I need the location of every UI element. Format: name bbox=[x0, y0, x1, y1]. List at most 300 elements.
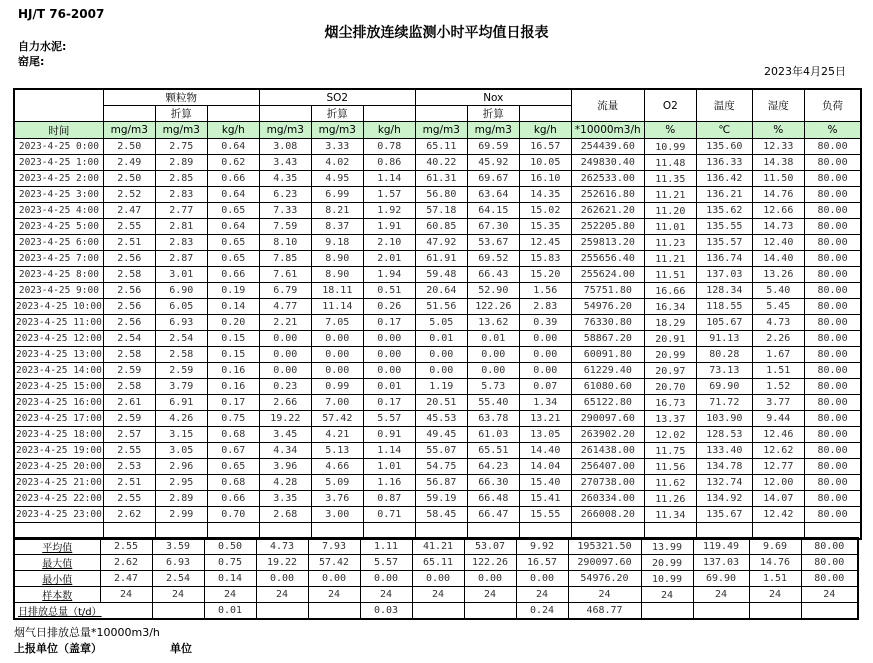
value-cell: 135.62 bbox=[696, 203, 752, 219]
value-cell: 15.40 bbox=[519, 475, 571, 491]
value-cell: 2.66 bbox=[259, 395, 311, 411]
value-cell: 80.00 bbox=[804, 475, 861, 491]
table-row bbox=[14, 299, 861, 315]
value-cell: 2.50 bbox=[103, 139, 155, 155]
time-cell: 2023-4-25 17:00 bbox=[14, 411, 103, 427]
summary-value-cell: 6.93 bbox=[152, 555, 204, 571]
value-cell: 255656.40 bbox=[571, 251, 644, 267]
value-cell: 2.10 bbox=[363, 235, 415, 251]
value-cell: 66.48 bbox=[467, 491, 519, 507]
value-cell: 2.55 bbox=[103, 219, 155, 235]
summary-value-cell: 24 bbox=[641, 587, 693, 603]
value-cell: 7.05 bbox=[311, 315, 363, 331]
value-cell: 128.53 bbox=[696, 427, 752, 443]
value-cell: 80.00 bbox=[804, 267, 861, 283]
value-cell: 2.68 bbox=[259, 507, 311, 523]
table-row bbox=[14, 235, 861, 251]
sub-header-blank bbox=[103, 106, 155, 122]
value-cell: 18.29 bbox=[644, 315, 696, 331]
value-cell: 2.58 bbox=[103, 347, 155, 363]
unit-flow: *10000m3/h bbox=[571, 122, 644, 139]
value-cell: 80.00 bbox=[804, 491, 861, 507]
value-cell: 55.07 bbox=[415, 443, 467, 459]
value-cell: 14.76 bbox=[752, 187, 804, 203]
value-cell: 91.13 bbox=[696, 331, 752, 347]
value-cell: 3.79 bbox=[155, 379, 207, 395]
value-cell: 80.00 bbox=[804, 251, 861, 267]
table-row bbox=[14, 459, 861, 475]
value-cell: 80.00 bbox=[804, 283, 861, 299]
sub-header-blank bbox=[363, 106, 415, 122]
time-cell: 2023-4-25 11:00 bbox=[14, 315, 103, 331]
value-cell: 3.76 bbox=[311, 491, 363, 507]
time-cell: 2023-4-25 13:00 bbox=[14, 347, 103, 363]
summary-value-cell bbox=[464, 603, 516, 620]
value-cell: 11.14 bbox=[311, 299, 363, 315]
value-cell: 11.51 bbox=[644, 267, 696, 283]
value-cell: 69.90 bbox=[696, 379, 752, 395]
value-cell: 57.42 bbox=[311, 411, 363, 427]
time-cell: 2023-4-25 22:00 bbox=[14, 491, 103, 507]
summary-row bbox=[14, 538, 858, 555]
value-cell: 2.58 bbox=[155, 347, 207, 363]
value-cell: 16.10 bbox=[519, 171, 571, 187]
value-cell: 3.08 bbox=[259, 139, 311, 155]
time-cell: 2023-4-25 23:00 bbox=[14, 507, 103, 523]
value-cell: 80.00 bbox=[804, 347, 861, 363]
table-row bbox=[14, 155, 861, 171]
value-cell: 0.23 bbox=[259, 379, 311, 395]
summary-row bbox=[14, 587, 858, 603]
value-cell: 1.34 bbox=[519, 395, 571, 411]
value-cell: 2.75 bbox=[155, 139, 207, 155]
table-row bbox=[14, 331, 861, 347]
value-cell: 5.09 bbox=[311, 475, 363, 491]
group-header-so2: SO2 bbox=[259, 89, 415, 106]
value-cell: 134.92 bbox=[696, 491, 752, 507]
value-cell: 3.00 bbox=[311, 507, 363, 523]
value-cell: 18.11 bbox=[311, 283, 363, 299]
summary-row bbox=[14, 555, 858, 571]
time-cell: 2023-4-25 2:00 bbox=[14, 171, 103, 187]
value-cell: 135.55 bbox=[696, 219, 752, 235]
value-cell: 6.90 bbox=[155, 283, 207, 299]
summary-value-cell: 1.11 bbox=[360, 538, 412, 555]
value-cell: 2.89 bbox=[155, 491, 207, 507]
value-cell: 0.00 bbox=[311, 347, 363, 363]
summary-value-cell: 20.99 bbox=[641, 555, 693, 571]
value-cell: 56.87 bbox=[415, 475, 467, 491]
value-cell: 0.00 bbox=[311, 363, 363, 379]
value-cell: 135.67 bbox=[696, 507, 752, 523]
value-cell: 2.47 bbox=[103, 203, 155, 219]
value-cell: 12.40 bbox=[752, 235, 804, 251]
value-cell: 4.73 bbox=[752, 315, 804, 331]
value-cell: 2.56 bbox=[103, 283, 155, 299]
value-cell: 2.52 bbox=[103, 187, 155, 203]
time-cell: 2023-4-25 14:00 bbox=[14, 363, 103, 379]
summary-value-cell: 65.11 bbox=[412, 555, 464, 571]
value-cell: 11.56 bbox=[644, 459, 696, 475]
summary-row bbox=[14, 603, 858, 620]
value-cell: 80.00 bbox=[804, 395, 861, 411]
value-cell: 0.00 bbox=[415, 347, 467, 363]
unit-so2-mgm3: mg/m3 bbox=[259, 122, 311, 139]
value-cell: 270738.00 bbox=[571, 475, 644, 491]
value-cell: 137.03 bbox=[696, 267, 752, 283]
summary-value-cell: 24 bbox=[464, 587, 516, 603]
value-cell: 0.00 bbox=[363, 363, 415, 379]
table-row bbox=[14, 347, 861, 363]
unit-pm-conv: mg/m3 bbox=[155, 122, 207, 139]
value-cell: 8.37 bbox=[311, 219, 363, 235]
value-cell: 0.39 bbox=[519, 315, 571, 331]
value-cell: 13.26 bbox=[752, 267, 804, 283]
value-cell: 80.00 bbox=[804, 427, 861, 443]
value-cell: 0.16 bbox=[207, 363, 259, 379]
table-row bbox=[14, 171, 861, 187]
value-cell: 80.00 bbox=[804, 459, 861, 475]
summary-value-cell bbox=[412, 603, 464, 620]
value-cell: 7.59 bbox=[259, 219, 311, 235]
value-cell: 5.45 bbox=[752, 299, 804, 315]
value-cell: 60.85 bbox=[415, 219, 467, 235]
value-cell: 2.51 bbox=[103, 475, 155, 491]
value-cell: 12.77 bbox=[752, 459, 804, 475]
table-row bbox=[14, 411, 861, 427]
value-cell: 66.30 bbox=[467, 475, 519, 491]
value-cell: 45.92 bbox=[467, 155, 519, 171]
value-cell: 58867.20 bbox=[571, 331, 644, 347]
value-cell: 51.56 bbox=[415, 299, 467, 315]
value-cell: 3.96 bbox=[259, 459, 311, 475]
value-cell: 1.52 bbox=[752, 379, 804, 395]
value-cell: 80.00 bbox=[804, 315, 861, 331]
value-cell: 4.77 bbox=[259, 299, 311, 315]
summary-value-cell: 9.92 bbox=[516, 538, 568, 555]
value-cell: 2.59 bbox=[103, 363, 155, 379]
value-cell: 6.99 bbox=[311, 187, 363, 203]
value-cell: 136.33 bbox=[696, 155, 752, 171]
value-cell: 61.03 bbox=[467, 427, 519, 443]
summary-value-cell: 0.03 bbox=[360, 603, 412, 620]
value-cell: 2.01 bbox=[363, 251, 415, 267]
value-cell: 0.00 bbox=[259, 331, 311, 347]
summary-value-cell: 80.00 bbox=[801, 538, 858, 555]
value-cell: 128.34 bbox=[696, 283, 752, 299]
summary-value-cell: 16.57 bbox=[516, 555, 568, 571]
value-cell: 0.15 bbox=[207, 331, 259, 347]
sub-header-converted-pm: 折算 bbox=[155, 106, 207, 122]
summary-value-cell bbox=[308, 603, 360, 620]
value-cell: 1.92 bbox=[363, 203, 415, 219]
col-header-load: 负荷 bbox=[804, 89, 861, 122]
value-cell: 8.21 bbox=[311, 203, 363, 219]
value-cell: 254439.60 bbox=[571, 139, 644, 155]
value-cell: 8.10 bbox=[259, 235, 311, 251]
value-cell: 133.40 bbox=[696, 443, 752, 459]
value-cell: 58.45 bbox=[415, 507, 467, 523]
time-cell: 2023-4-25 10:00 bbox=[14, 299, 103, 315]
value-cell: 4.28 bbox=[259, 475, 311, 491]
value-cell: 12.62 bbox=[752, 443, 804, 459]
value-cell: 14.73 bbox=[752, 219, 804, 235]
table-row bbox=[14, 139, 861, 155]
value-cell: 69.67 bbox=[467, 171, 519, 187]
value-cell: 20.91 bbox=[644, 331, 696, 347]
value-cell: 9.18 bbox=[311, 235, 363, 251]
value-cell: 136.42 bbox=[696, 171, 752, 187]
sub-header-blank bbox=[259, 106, 311, 122]
table-row bbox=[14, 203, 861, 219]
summary-value-cell: 4.73 bbox=[256, 538, 308, 555]
value-cell: 0.00 bbox=[519, 331, 571, 347]
value-cell: 4.34 bbox=[259, 443, 311, 459]
value-cell: 2.56 bbox=[103, 315, 155, 331]
summary-value-cell: 19.22 bbox=[256, 555, 308, 571]
page-title: 烟尘排放连续监测小时平均值日报表 bbox=[324, 25, 549, 41]
summary-value-cell: 0.00 bbox=[256, 571, 308, 587]
value-cell: 5.13 bbox=[311, 443, 363, 459]
sub-header-blank bbox=[207, 106, 259, 122]
summary-value-cell bbox=[256, 603, 308, 620]
summary-value-cell: 7.93 bbox=[308, 538, 360, 555]
value-cell: 0.20 bbox=[207, 315, 259, 331]
summary-value-cell: 2.62 bbox=[100, 555, 152, 571]
value-cell: 80.28 bbox=[696, 347, 752, 363]
value-cell: 11.35 bbox=[644, 171, 696, 187]
value-cell: 5.73 bbox=[467, 379, 519, 395]
value-cell: 105.67 bbox=[696, 315, 752, 331]
summary-label: 平均值 bbox=[14, 538, 100, 555]
table-row bbox=[14, 219, 861, 235]
value-cell: 13.62 bbox=[467, 315, 519, 331]
value-cell: 0.66 bbox=[207, 491, 259, 507]
value-cell: 11.34 bbox=[644, 507, 696, 523]
value-cell: 13.05 bbox=[519, 427, 571, 443]
value-cell: 255624.00 bbox=[571, 267, 644, 283]
value-cell: 61080.60 bbox=[571, 379, 644, 395]
unit-nox-mgm3: mg/m3 bbox=[415, 122, 467, 139]
value-cell: 12.46 bbox=[752, 427, 804, 443]
summary-value-cell: 0.50 bbox=[204, 538, 256, 555]
value-cell: 0.00 bbox=[363, 331, 415, 347]
summary-value-cell: 24 bbox=[412, 587, 464, 603]
value-cell: 260334.00 bbox=[571, 491, 644, 507]
time-cell: 2023-4-25 1:00 bbox=[14, 155, 103, 171]
value-cell: 2.51 bbox=[103, 235, 155, 251]
value-cell: 0.00 bbox=[259, 347, 311, 363]
summary-value-cell: 0.00 bbox=[412, 571, 464, 587]
value-cell: 45.53 bbox=[415, 411, 467, 427]
summary-label: 日排放总量（t/d） bbox=[14, 603, 152, 620]
value-cell: 16.73 bbox=[644, 395, 696, 411]
summary-value-cell: 24 bbox=[360, 587, 412, 603]
unit-pm-mgm3: mg/m3 bbox=[103, 122, 155, 139]
summary-label: 最大值 bbox=[14, 555, 100, 571]
value-cell: 1.14 bbox=[363, 171, 415, 187]
value-cell: 16.66 bbox=[644, 283, 696, 299]
value-cell: 15.41 bbox=[519, 491, 571, 507]
value-cell: 103.90 bbox=[696, 411, 752, 427]
value-cell: 1.19 bbox=[415, 379, 467, 395]
value-cell: 2.87 bbox=[155, 251, 207, 267]
value-cell: 55.40 bbox=[467, 395, 519, 411]
value-cell: 0.00 bbox=[415, 363, 467, 379]
value-cell: 80.00 bbox=[804, 379, 861, 395]
value-cell: 13.21 bbox=[519, 411, 571, 427]
value-cell: 53.67 bbox=[467, 235, 519, 251]
value-cell: 2.57 bbox=[103, 427, 155, 443]
group-header-pm: 颗粒物 bbox=[103, 89, 259, 106]
value-cell: 3.01 bbox=[155, 267, 207, 283]
value-cell: 14.40 bbox=[519, 443, 571, 459]
value-cell: 54976.20 bbox=[571, 299, 644, 315]
summary-value-cell: 0.00 bbox=[464, 571, 516, 587]
summary-value-cell: 14.76 bbox=[749, 555, 801, 571]
value-cell: 2.54 bbox=[103, 331, 155, 347]
value-cell: 2.83 bbox=[155, 187, 207, 203]
summary-value-cell: 195321.50 bbox=[568, 538, 641, 555]
summary-value-cell: 0.14 bbox=[204, 571, 256, 587]
value-cell: 66.43 bbox=[467, 267, 519, 283]
summary-value-cell bbox=[801, 603, 858, 620]
value-cell: 11.20 bbox=[644, 203, 696, 219]
col-header-humidity: 湿度 bbox=[752, 89, 804, 122]
value-cell: 69.59 bbox=[467, 139, 519, 155]
value-cell: 7.33 bbox=[259, 203, 311, 219]
time-header: 时间 bbox=[14, 122, 103, 139]
value-cell: 3.77 bbox=[752, 395, 804, 411]
monitor-location: 窑尾: bbox=[18, 55, 45, 68]
value-cell: 0.91 bbox=[363, 427, 415, 443]
value-cell: 0.00 bbox=[467, 363, 519, 379]
col-header-temp: 温度 bbox=[696, 89, 752, 122]
value-cell: 11.23 bbox=[644, 235, 696, 251]
summary-value-cell: 24 bbox=[568, 587, 641, 603]
value-cell: 80.00 bbox=[804, 299, 861, 315]
unit-nox-kgh: kg/h bbox=[519, 122, 571, 139]
value-cell: 12.33 bbox=[752, 139, 804, 155]
value-cell: 14.40 bbox=[752, 251, 804, 267]
summary-value-cell: 41.21 bbox=[412, 538, 464, 555]
value-cell: 10.99 bbox=[644, 139, 696, 155]
value-cell: 2.50 bbox=[103, 171, 155, 187]
value-cell: 0.14 bbox=[207, 299, 259, 315]
value-cell: 2.83 bbox=[519, 299, 571, 315]
value-cell: 80.00 bbox=[804, 203, 861, 219]
value-cell: 80.00 bbox=[804, 363, 861, 379]
time-cell: 2023-4-25 16:00 bbox=[14, 395, 103, 411]
value-cell: 12.42 bbox=[752, 507, 804, 523]
value-cell: 4.66 bbox=[311, 459, 363, 475]
value-cell: 0.66 bbox=[207, 171, 259, 187]
value-cell: 256407.00 bbox=[571, 459, 644, 475]
table-row bbox=[14, 363, 861, 379]
value-cell: 61.31 bbox=[415, 171, 467, 187]
value-cell: 2.55 bbox=[103, 443, 155, 459]
time-cell: 2023-4-25 20:00 bbox=[14, 459, 103, 475]
value-cell: 252205.80 bbox=[571, 219, 644, 235]
summary-value-cell: 0.75 bbox=[204, 555, 256, 571]
summary-value-cell: 0.00 bbox=[308, 571, 360, 587]
value-cell: 12.00 bbox=[752, 475, 804, 491]
time-cell: 2023-4-25 19:00 bbox=[14, 443, 103, 459]
summary-value-cell: 57.42 bbox=[308, 555, 360, 571]
value-cell: 14.07 bbox=[752, 491, 804, 507]
value-cell: 0.66 bbox=[207, 267, 259, 283]
value-cell: 10.05 bbox=[519, 155, 571, 171]
value-cell: 118.55 bbox=[696, 299, 752, 315]
value-cell: 80.00 bbox=[804, 139, 861, 155]
table-row bbox=[14, 267, 861, 283]
col-header-o2: O2 bbox=[644, 89, 696, 122]
summary-value-cell: 0.00 bbox=[360, 571, 412, 587]
value-cell: 76330.80 bbox=[571, 315, 644, 331]
value-cell: 3.33 bbox=[311, 139, 363, 155]
value-cell: 64.15 bbox=[467, 203, 519, 219]
time-cell: 2023-4-25 15:00 bbox=[14, 379, 103, 395]
value-cell: 80.00 bbox=[804, 507, 861, 523]
value-cell: 6.91 bbox=[155, 395, 207, 411]
value-cell: 6.23 bbox=[259, 187, 311, 203]
value-cell: 266008.20 bbox=[571, 507, 644, 523]
value-cell: 0.62 bbox=[207, 155, 259, 171]
table-row bbox=[14, 475, 861, 491]
time-cell: 2023-4-25 5:00 bbox=[14, 219, 103, 235]
report-date: 2023年4月25日 bbox=[764, 65, 846, 78]
value-cell: 0.00 bbox=[467, 347, 519, 363]
value-cell: 263902.20 bbox=[571, 427, 644, 443]
value-cell: 2.83 bbox=[155, 235, 207, 251]
value-cell: 64.23 bbox=[467, 459, 519, 475]
value-cell: 0.17 bbox=[363, 395, 415, 411]
value-cell: 54.75 bbox=[415, 459, 467, 475]
value-cell: 80.00 bbox=[804, 443, 861, 459]
time-cell: 2023-4-25 7:00 bbox=[14, 251, 103, 267]
value-cell: 11.01 bbox=[644, 219, 696, 235]
value-cell: 11.21 bbox=[644, 251, 696, 267]
summary-value-cell: 3.59 bbox=[152, 538, 204, 555]
value-cell: 15.83 bbox=[519, 251, 571, 267]
value-cell: 0.64 bbox=[207, 219, 259, 235]
value-cell: 6.93 bbox=[155, 315, 207, 331]
summary-value-cell: 137.03 bbox=[693, 555, 749, 571]
table-row bbox=[14, 443, 861, 459]
value-cell: 1.14 bbox=[363, 443, 415, 459]
summary-value-cell: 24 bbox=[693, 587, 749, 603]
value-cell: 132.74 bbox=[696, 475, 752, 491]
value-cell: 1.67 bbox=[752, 347, 804, 363]
summary-value-cell: 24 bbox=[256, 587, 308, 603]
table-row bbox=[14, 283, 861, 299]
value-cell: 2.49 bbox=[103, 155, 155, 171]
table-row bbox=[14, 379, 861, 395]
time-cell: 2023-4-25 18:00 bbox=[14, 427, 103, 443]
unit-humidity: % bbox=[752, 122, 804, 139]
value-cell: 6.79 bbox=[259, 283, 311, 299]
value-cell: 2.58 bbox=[103, 379, 155, 395]
value-cell: 71.72 bbox=[696, 395, 752, 411]
value-cell: 12.66 bbox=[752, 203, 804, 219]
sub-header-converted-nox: 折算 bbox=[467, 106, 519, 122]
value-cell: 80.00 bbox=[804, 219, 861, 235]
value-cell: 80.00 bbox=[804, 331, 861, 347]
value-cell: 63.64 bbox=[467, 187, 519, 203]
value-cell: 0.64 bbox=[207, 139, 259, 155]
value-cell: 19.22 bbox=[259, 411, 311, 427]
summary-value-cell: 0.00 bbox=[516, 571, 568, 587]
